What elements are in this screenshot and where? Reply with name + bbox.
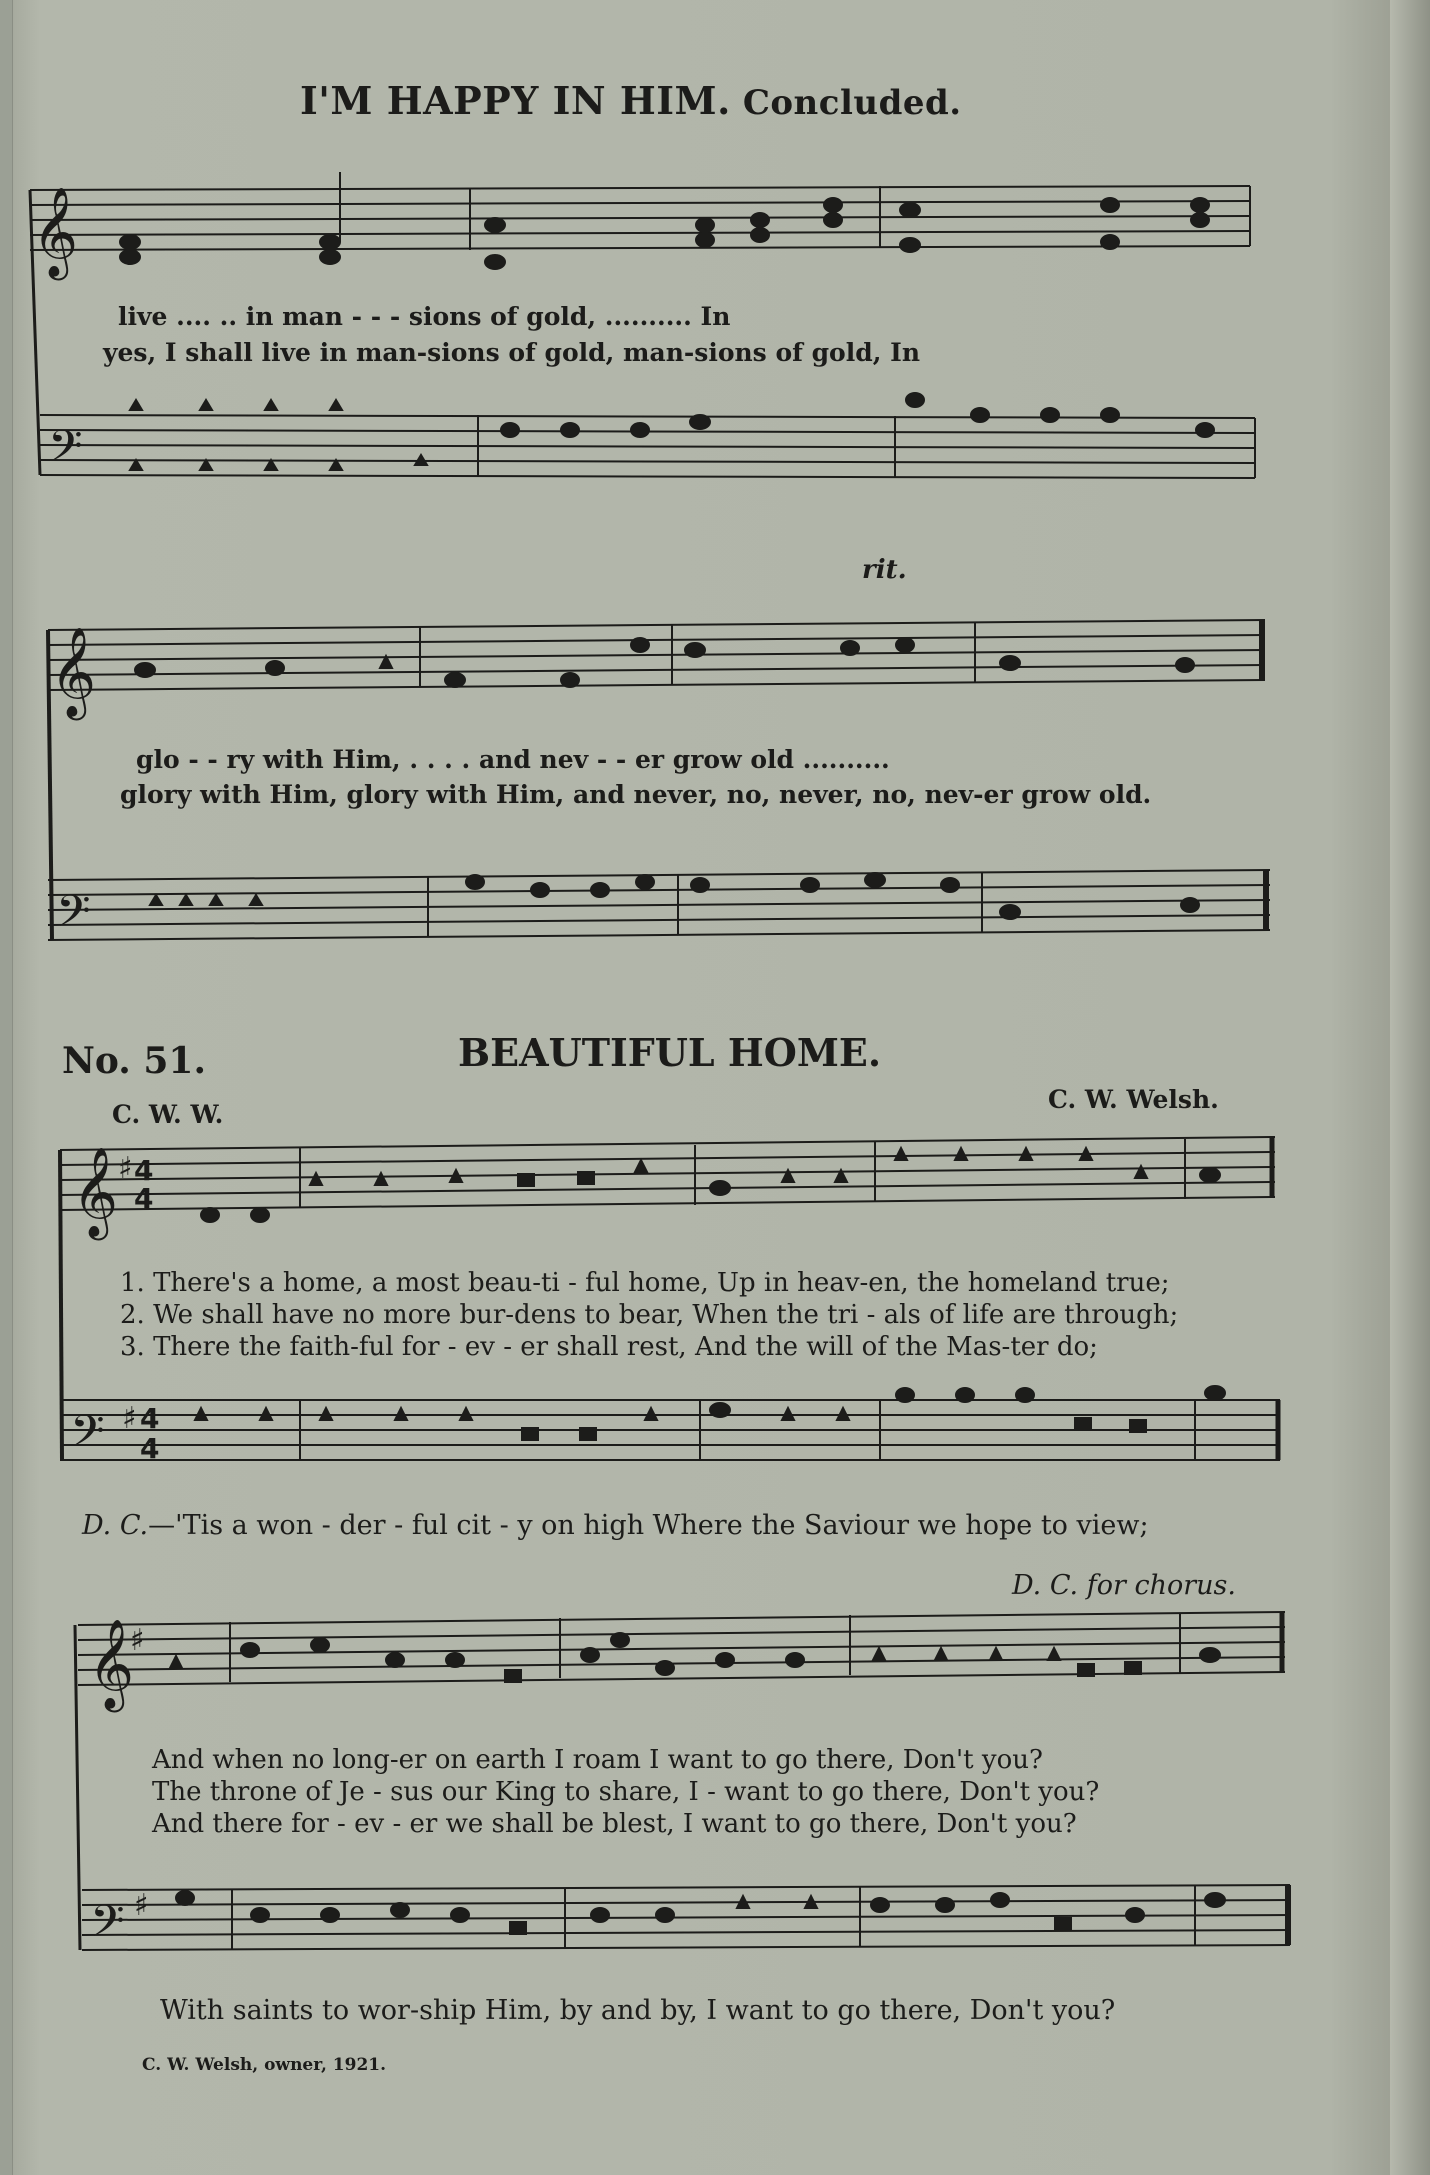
song1-lyric-line4: glory with Him, glory with Him, and never, no, never, no, nev-er grow old.: [120, 780, 1152, 809]
dc-for-chorus: D. C. for chorus.: [1012, 1570, 1236, 1601]
bass-clef-icon: 𝄢: [56, 885, 91, 948]
bass-clef-icon: 𝄢: [90, 1895, 125, 1958]
song2-verse3: 3. There the faith-ful for - ev - er shall rest, And the will of the Mas-ter do;: [120, 1332, 1098, 1362]
svg-text:4: 4: [140, 1432, 160, 1465]
dc-label: D. C.: [82, 1510, 149, 1541]
song1-subtitle: Concluded.: [742, 83, 962, 123]
treble-clef-icon: 𝄞: [72, 1147, 119, 1237]
song2-chorus-line2: The throne of Je - sus our King to share, I - want to go there, Don't you?: [152, 1777, 1100, 1807]
svg-text:♯: ♯: [122, 1401, 137, 1436]
song2-verse2: 2. We shall have no more bur-dens to bear, When the tri - als of life are through;: [120, 1300, 1179, 1330]
svg-text:♯: ♯: [118, 1151, 133, 1186]
svg-text:4: 4: [140, 1402, 160, 1435]
song2-chorus-line1: And when no long-er on earth I roam I want to go there, Don't you?: [152, 1745, 1043, 1775]
song1-lyric-line1: live .... .. in man - - - sions of gold, .......... In: [118, 302, 731, 331]
copyright-footer: C. W. Welsh, owner, 1921.: [142, 2055, 387, 2075]
treble-clef-icon: 𝄞: [88, 1619, 135, 1709]
chorus-lyric-line: With saints to wor-ship Him, by and by, I want to go there, Don't you?: [160, 1995, 1116, 2026]
treble-clef-icon: 𝄞: [32, 187, 79, 277]
lyricist-credit: C. W. W.: [112, 1100, 224, 1129]
ritardando-mark: rit.: [862, 555, 907, 585]
svg-text:♯: ♯: [130, 1623, 145, 1658]
dc-lyric-line: [82, 1510, 1149, 1541]
svg-text:4: 4: [134, 1182, 154, 1215]
song1-title-text: I'M HAPPY IN HIM.: [300, 78, 731, 123]
bass-clef-icon: 𝄢: [48, 420, 83, 483]
dc-lyric-text: —'Tis a won - der - ful cit - y on high Where the Saviour we hope to view;: [148, 1510, 1149, 1541]
bass-clef-icon: 𝄢: [70, 1405, 105, 1468]
composer-credit: C. W. Welsh.: [1048, 1085, 1219, 1114]
song2-chorus-line3: And there for - ev - er we shall be blest, I want to go there, Don't you?: [152, 1809, 1077, 1839]
treble-clef-icon: 𝄞: [50, 627, 97, 717]
song1-lyric-line3: glo - - ry with Him, . . . . and nev - - er grow old ..........: [136, 745, 890, 774]
hymn-number: No. 51.: [62, 1040, 206, 1082]
svg-text:4: 4: [134, 1154, 154, 1187]
song2-title: BEAUTIFUL HOME.: [458, 1030, 882, 1075]
song2-verse1: 1. There's a home, a most beau-ti - ful home, Up in heav-en, the homeland true;: [120, 1268, 1170, 1298]
svg-text:♯: ♯: [134, 1888, 149, 1923]
song1-lyric-line2: yes, I shall live in man-sions of gold, man-sions of gold, In: [103, 338, 920, 367]
